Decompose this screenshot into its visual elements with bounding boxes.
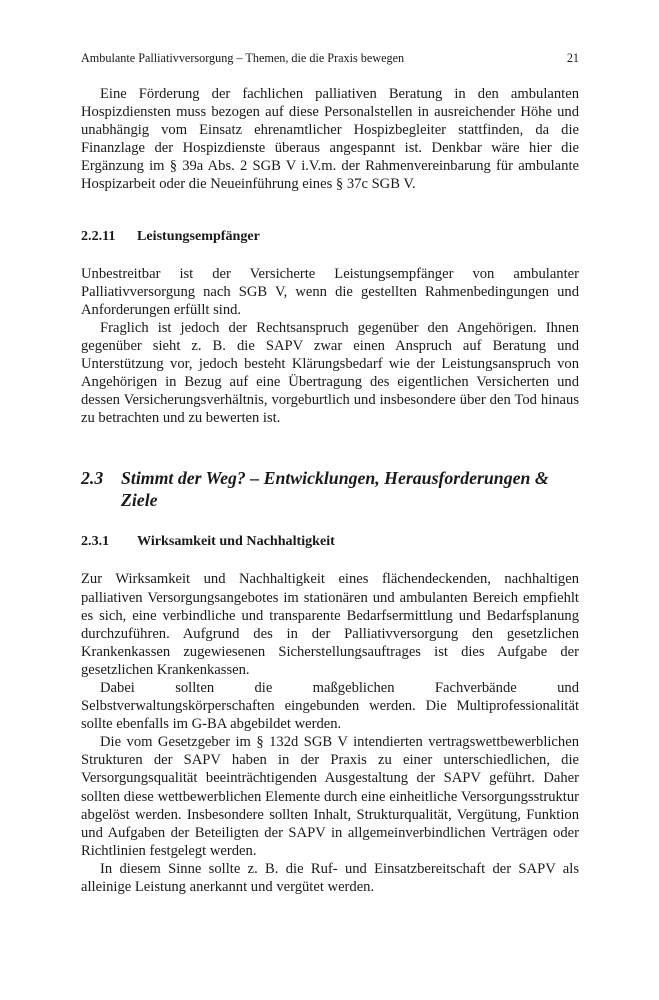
running-head bbox=[81, 50, 579, 66]
section-title: Leistungsempfänger bbox=[137, 227, 260, 244]
body-paragraph: Die vom Gesetzgeber im § 132d SGB V intendierten vertragswettbewerblichen Strukturen der SAPV haben in der Praxis zu einer unterschiedlichen, die Versorgungsqualität beeinträchtigenden Ausgestaltung der SAPV geführt. Daher sollten diese wettbewerblichen Elemente durch eine einheitliche Versorgungsstruktur abgelöst werden. Insbesondere sollten Inhalt, Strukturqualität, Vergütung, Funktion und Aufgaben der Beteiligten der SAPV in allgemeinverbindlichen Verträgen oder Richtlinien festgelegt werden. bbox=[81, 734, 579, 859]
running-head-title: Ambulante Palliativversorgung – Themen, die die Praxis bewegen bbox=[81, 51, 405, 65]
intro-paragraph: Eine Förderung der fachlichen palliativen Beratung in den ambulanten Hospizdiensten muss bezogen auf diese Personalstellen in ausreichender Höhe und unabhängig vom Einsatz ehrenamtlicher Hospizbegleiter stattfinden, da die Finanzlage der Hospizdienste überaus angespannt ist. Denkbar wäre hier die Ergänzung im § 39a Abs. 2 SGB V i.V.m. der Rahmenvereinbarung für ambulante Hospizarbeit oder die Neueinführung eines § 37c SGB V. bbox=[81, 86, 579, 193]
body-paragraph: In diesem Sinne sollte z. B. die Ruf- und Einsatzbereitschaft der SAPV als alleinige Leistung anerkannt und vergütet werden. bbox=[81, 860, 579, 895]
body-paragraph: Unbestreitbar ist der Versicherte Leistungsempfänger von ambulanter Palliativversorgung nach SGB V, wenn die gestellten Rahmenbedingungen und Anforderungen erfüllt sind. bbox=[81, 265, 579, 318]
section-heading-2-3-1 bbox=[81, 532, 579, 550]
section-title: Wirksamkeit und Nachhaltigkeit bbox=[137, 533, 335, 550]
body-paragraph: Zur Wirksamkeit und Nachhaltigkeit eines flächendeckenden, nachhaltigen palliativen Versorgungsangebotes im stationären und ambulanten Bereich empfiehlt es sich, eine verbindliche und transparente Bedarfsermittlung und Bedarfsplanung durchzuführen. Aufgrund des in der Palliativversorgung den gesetzlichen Krankenkassen zugewiesenen Sicherstellungsauftrages ist dies Aufgabe der gesetzlichen Krankenkassen. bbox=[81, 571, 579, 678]
section-number: 2.3.1 bbox=[81, 533, 110, 550]
section-number: 2.3 bbox=[81, 468, 104, 489]
body-paragraph: Dabei sollten die maßgeblichen Fachverbände und Selbstverwaltungskörperschaften eingebunden werden. Die Multiprofessionalität sollte ebenfalls im G-BA abgebildet werden. bbox=[81, 679, 579, 733]
section-heading-2-2-11 bbox=[81, 227, 579, 245]
section-title: Stimmt der Weg? – Entwicklungen, Herausforderungen & Ziele bbox=[121, 468, 549, 511]
section-heading-2-3 bbox=[81, 467, 579, 511]
body-paragraph: Fraglich ist jedoch der Rechtsanspruch gegenüber den Angehörigen. Ihnen gegenüber sieht z. B. die SAPV zwar einen Anspruch auf Beratung und Unterstützung vor, jedoch besteht Klärungsbedarf wie der Leistungsanspruch von Angehörigen in Bezug auf eine Übertragung des eigentlichen Versicherten und dessen Versicherungsverhältnis, vorgeburtlich und insbesondere über den Tod hinaus zu betrachten und zu bewerten ist. bbox=[81, 319, 579, 427]
book-page bbox=[81, 50, 579, 896]
page-number: 21 bbox=[566, 51, 579, 65]
section-number: 2.2.11 bbox=[81, 227, 116, 244]
